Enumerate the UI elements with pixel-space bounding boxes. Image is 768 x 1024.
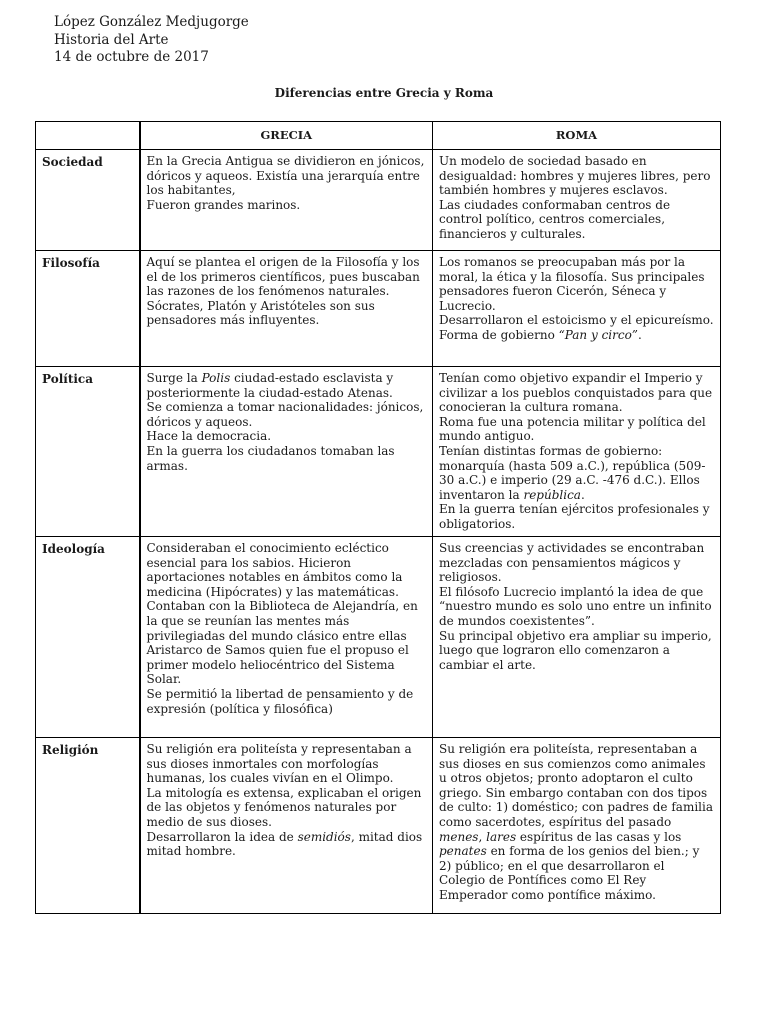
document-date: 14 de octubre de 2017 [54, 49, 209, 65]
cell-paragraph [147, 371, 427, 400]
cell-paragraph: Sus creencias y actividades se encontraban mezcladas con pensamientos mágicos y religiosos. [439, 541, 705, 585]
header-empty-cell [36, 122, 140, 150]
text-run: en forma de los genios del bien.; y 2) público; en el que desarrollaron el Colegio de Pontífices como El Rey Emperador como pontífice máximo. [439, 844, 700, 902]
header-roma: ROMA [433, 122, 721, 150]
italic-run: semidiós [297, 829, 351, 844]
roma-cell [433, 738, 721, 914]
cell-paragraph: Fueron grandes marinos. [146, 197, 301, 212]
cell-paragraph: El filósofo Lucrecio implantó la idea de que “nuestro mundo es solo uno entre un infinito de mundos coexistentes”. [439, 584, 712, 628]
header-grecia: GRECIA [140, 122, 433, 150]
table-header-row [36, 122, 721, 150]
row-label: Ideología [36, 537, 140, 738]
cell-paragraph: Hace la democracia. [146, 429, 272, 444]
table-row [36, 251, 721, 367]
grecia-cell [140, 537, 433, 738]
roma-cell [433, 150, 721, 251]
grecia-cell [140, 367, 433, 537]
cell-paragraph [439, 742, 714, 903]
text-run: , mitad dios mitad hombre. [146, 829, 423, 859]
cell-paragraph: Roma fue una potencia militar y política del mundo antiguo. [439, 414, 706, 444]
table-row [36, 150, 721, 251]
table-row [36, 367, 721, 537]
text-run: , [478, 829, 487, 844]
italic-run: república [523, 487, 581, 502]
cell-paragraph: Un modelo de sociedad basado en desigualdad: hombres y mujeres libres, pero también hombres y mujeres esclavos. [439, 154, 711, 198]
italic-run: Polis [201, 371, 231, 385]
italic-run: “Pan y circo” [558, 327, 638, 342]
text-run: ciudad-estado esclavista y posteriormente la ciudad-estado Atenas. [146, 371, 394, 400]
course-name: Historia del Arte [54, 31, 169, 48]
roma-cell [433, 367, 721, 537]
cell-paragraph [439, 444, 714, 502]
cell-paragraph: En la guerra tenían ejércitos profesionales y obligatorios. [439, 502, 710, 531]
row-label: Filosofía [36, 251, 140, 367]
author-name: López González Medjugorge [54, 14, 249, 30]
cell-paragraph [439, 328, 714, 343]
cell-paragraph: En la Grecia Antigua se dividieron en jónicos, dóricos y aqueos. Existía una jerarquía entre los habitantes, [146, 154, 425, 198]
text-run: Forma de gobierno [439, 327, 559, 342]
document-title: Diferencias entre Grecia y Roma [274, 86, 494, 100]
text-run: . [580, 487, 585, 502]
cell-paragraph: Tenían como objetivo expandir el Imperio y civilizar a los pueblos conquistados para que conocieran la cultura romana. [439, 371, 713, 415]
cell-paragraph: Las ciudades conformaban centros de control político, centros comerciales, financieros y culturales. [439, 197, 671, 241]
roma-cell [433, 537, 721, 738]
roma-cell [433, 251, 721, 367]
cell-paragraph: Consideraban el conocimiento ecléctico esencial para los sabios. Hicieron aportaciones notables en ámbitos como la medicina (Hipócrates) y las matemáticas. [146, 541, 403, 599]
row-label: Política [36, 367, 140, 537]
cell-paragraph: Se comienza a tomar nacionalidades: jónicos, dóricos y aqueos. [146, 400, 424, 429]
text-run: espíritus de las casas y los [516, 829, 682, 844]
text-run: Tenían distintas formas de gobierno: monarquía (hasta 509 a.C.), república (509-30 a.C.) e imperio (29 a.C. -476 d.C.). Ellos inventaron la [439, 443, 706, 502]
text-run: . [637, 327, 642, 342]
cell-paragraph: Desarrollaron el estoicismo y el epicureísmo. [439, 313, 714, 328]
text-run: Su religión era politeísta, representaban a sus dioses en sus comienzos como animales u otros objetos; pronto adoptaron el culto griego. Sin embargo contaban con dos tipos de culto: 1) doméstico; con padres de familia como sacerdotes, espíritus del pasado [439, 742, 713, 829]
row-label: Religión [36, 738, 140, 914]
cell-paragraph: Su religión era politeísta y representaban a sus dioses inmortales con morfologías humanas, los cuales vivían en el Olimpo. [146, 742, 412, 786]
italic-run: penates [439, 844, 487, 859]
row-label: Sociedad [36, 150, 140, 251]
grecia-cell [140, 738, 433, 914]
italic-run: menes [439, 829, 479, 844]
grecia-cell [140, 150, 433, 251]
cell-paragraph: Los romanos se preocupaban más por la moral, la ética y la filosofía. Sus principales pensadores fueron Cicerón, Séneca y Lucrecio. [439, 255, 705, 313]
cell-paragraph: Se permitió la libertad de pensamiento y de expresión (política y filosófica) [146, 686, 414, 716]
grecia-cell [140, 251, 433, 367]
document-header [54, 14, 249, 67]
cell-paragraph: La mitología es extensa, explicaban el origen de las objetos y fenómenos naturales por medio de sus dioses. [146, 785, 422, 829]
cell-paragraph: En la guerra los ciudadanos tomaban las armas. [146, 443, 395, 473]
cell-paragraph: Sócrates, Platón y Aristóteles son sus pensadores más influyentes. [146, 298, 375, 328]
text-run: Desarrollaron la idea de [146, 829, 298, 844]
cell-paragraph [147, 830, 427, 859]
cell-paragraph: Contaban con la Biblioteca de Alejandría, en la que se reunían las mentes más privilegiadas del mundo clásico entre ellas Aristarco de Samos quien fue el propuso el primer modelo heliocéntrico del Sistema Solar. [146, 599, 418, 687]
cell-paragraph: Su principal objetivo era ampliar su imperio, luego que lograron ello comenzaron a cambiar el arte. [439, 628, 712, 672]
italic-run: lares [486, 829, 517, 844]
table-row [36, 537, 721, 738]
table-row [36, 738, 721, 914]
text-run: Surge la [146, 371, 202, 385]
comparison-table [35, 121, 721, 914]
cell-paragraph: Aquí se plantea el origen de la Filosofía y los el de los primeros científicos, pues buscaban las razones de los fenómenos naturales. [146, 255, 420, 299]
